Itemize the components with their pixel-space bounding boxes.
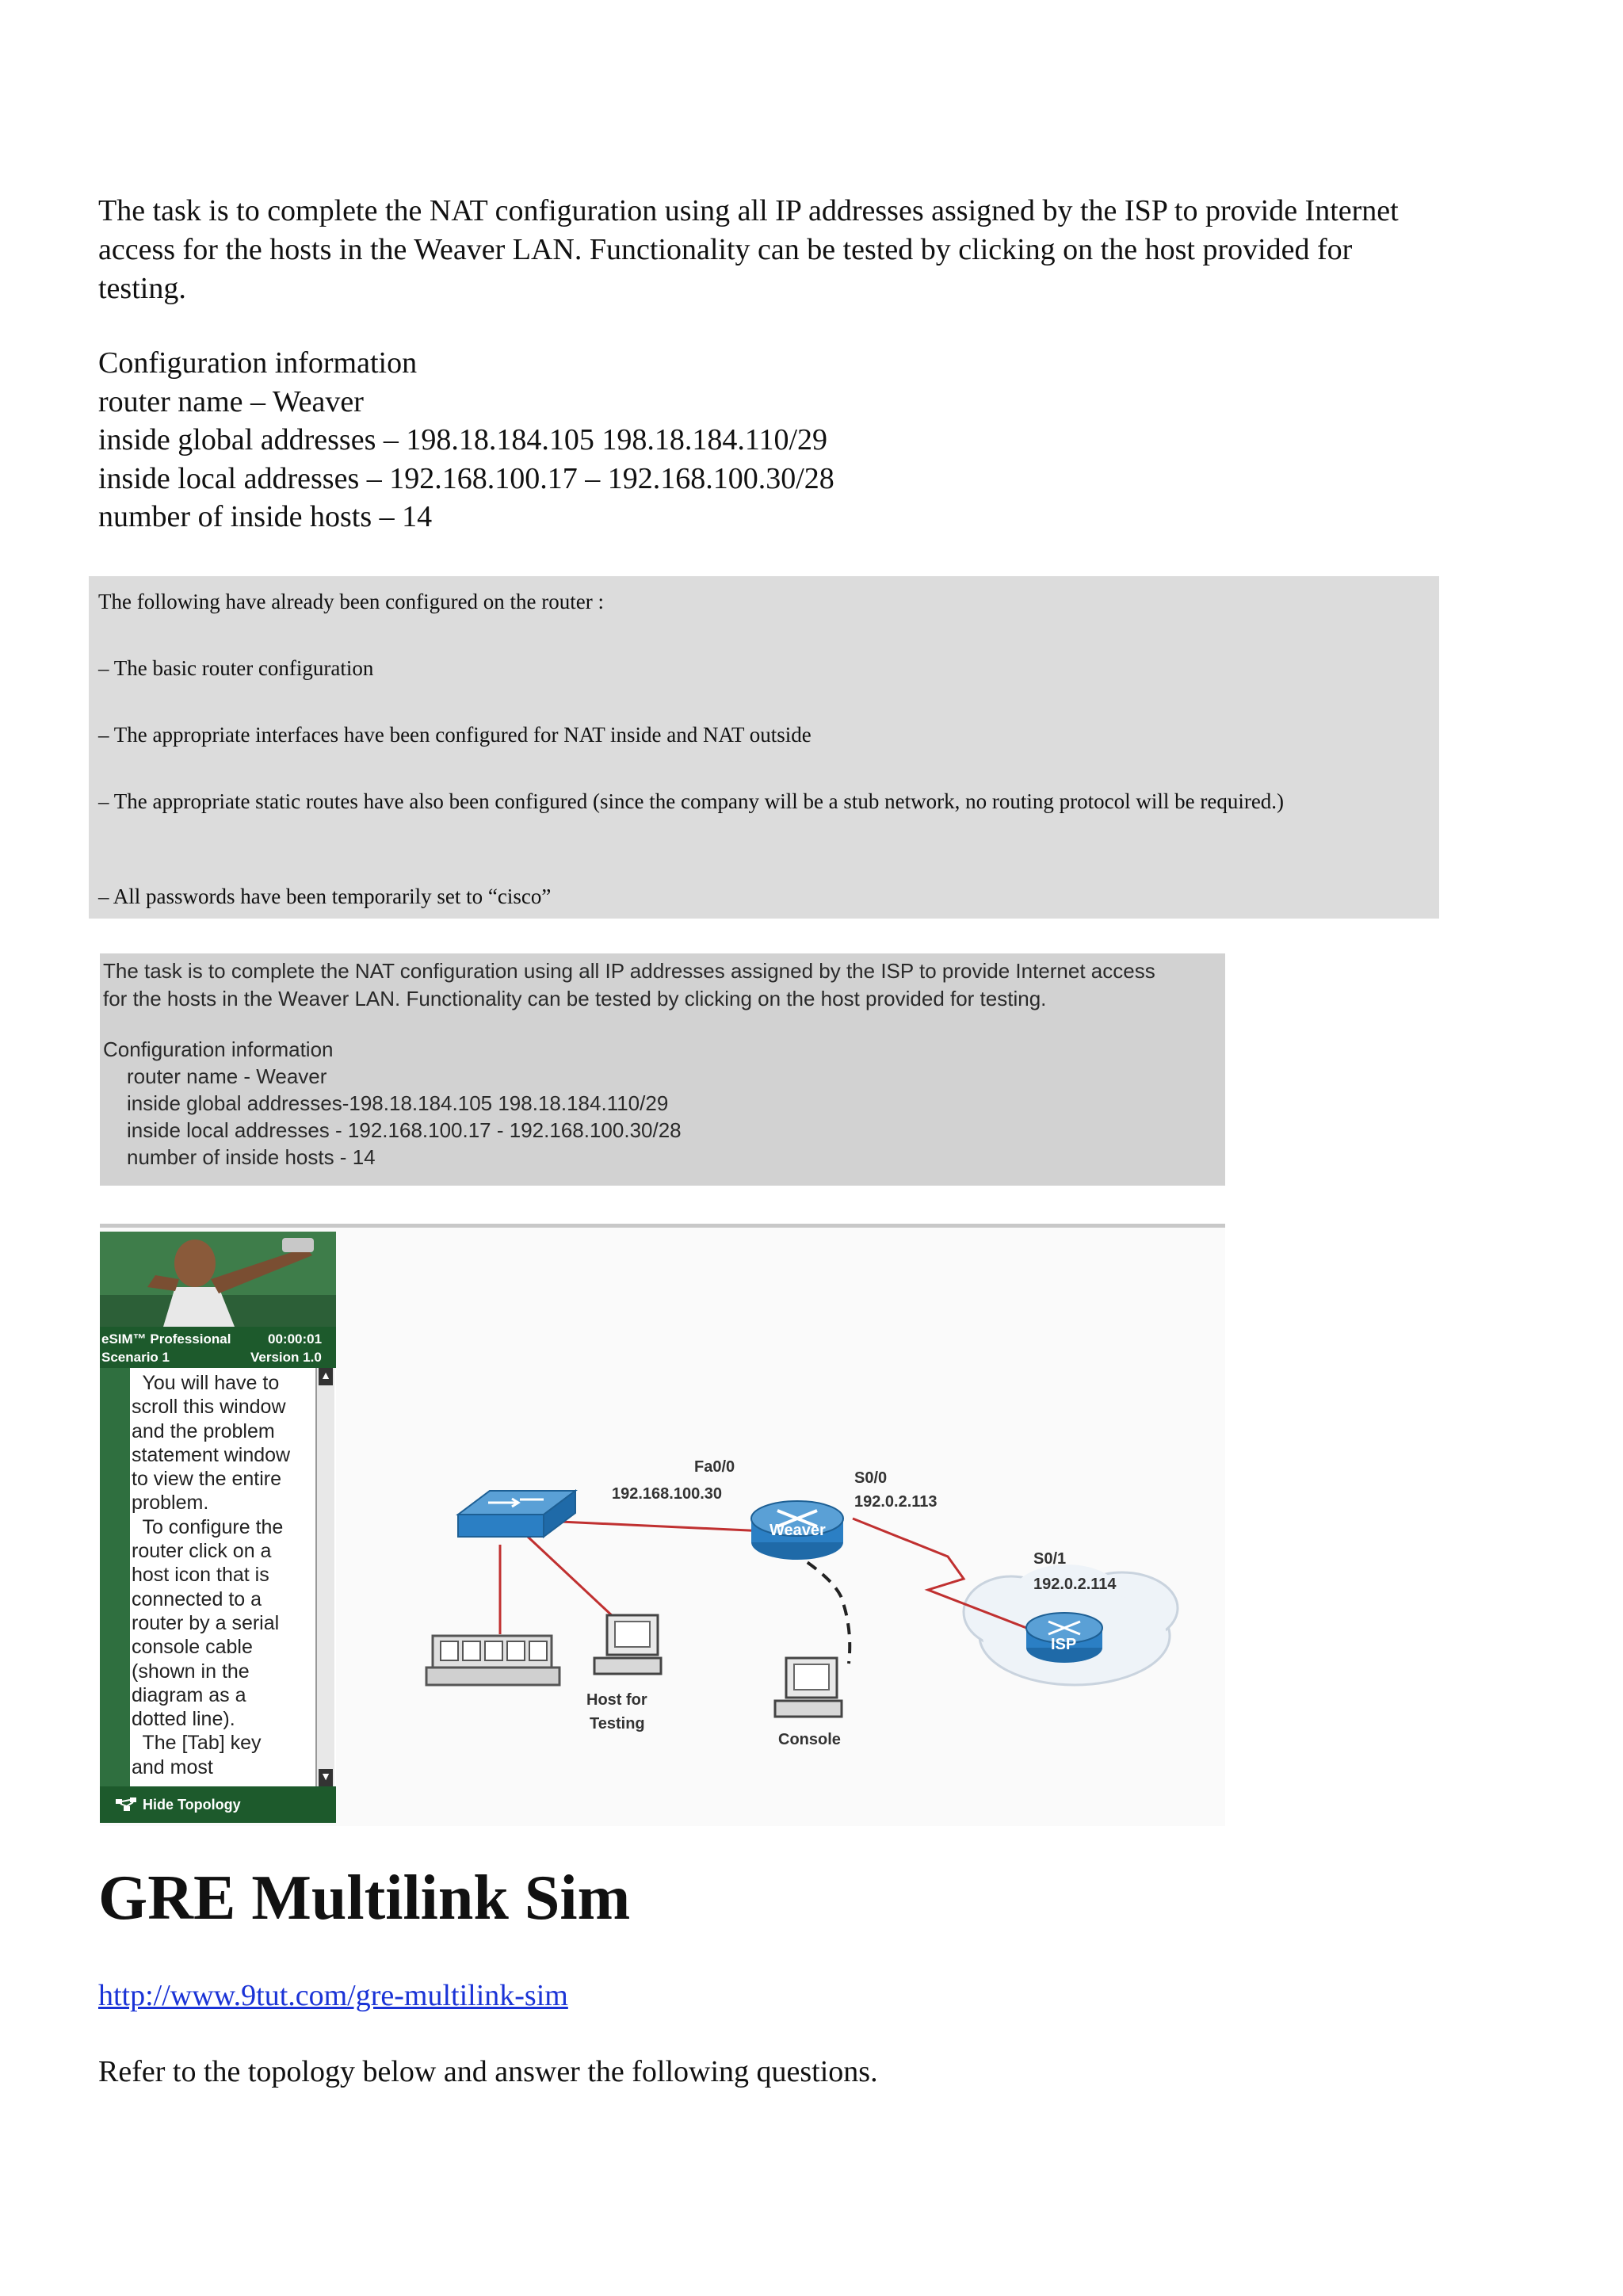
statement-line: statement window xyxy=(132,1443,291,1466)
statement-line: scroll this window xyxy=(132,1396,286,1419)
statement-line: and the problem xyxy=(132,1419,275,1442)
console-pc-icon[interactable] xyxy=(775,1658,842,1717)
esim-screenshot xyxy=(100,1224,1225,1826)
task-line: The task is to complete the NAT configuration using all IP addresses assigned by the ISP to provide Internet access xyxy=(103,959,1155,983)
config-line: router name – Weaver xyxy=(98,384,364,418)
statement-line: diagram as a xyxy=(132,1683,246,1706)
section-title: GRE Multilink Sim xyxy=(98,1863,631,1933)
host-for-testing-icon[interactable] xyxy=(594,1615,661,1674)
statement-line: router click on a xyxy=(132,1540,272,1563)
s01-port-label: S0/1 xyxy=(1033,1550,1067,1568)
router-name-label: Weaver xyxy=(769,1522,826,1539)
note-line: – The basic router configuration xyxy=(98,656,374,680)
scroll-down-arrow-icon[interactable]: ▼ xyxy=(319,1769,333,1786)
statement-line: (shown in the xyxy=(132,1660,250,1683)
task-line: for the hosts in the Weaver LAN. Functionality can be tested by clicking on the host provided for testing. xyxy=(103,987,1047,1010)
statement-line: connected to a xyxy=(132,1587,262,1610)
note-line: – The appropriate static routes have also been configured (since the company will be a stub network, no routing protocol will be required.) xyxy=(98,789,1285,813)
config-line: inside local addresses – 192.168.100.17 – 192.168.100.30/28 xyxy=(98,461,834,495)
statement-line: to view the entire xyxy=(132,1468,281,1491)
statement-line: To configure the xyxy=(132,1515,284,1538)
intro-paragraph: The task is to complete the NAT configuration using all IP addresses assigned by the ISP to provide Internet access for the hosts in the Weaver LAN. Functionality can be tested by clicking on the host provided for testing. xyxy=(98,194,1399,305)
statement-line: The [Tab] key xyxy=(132,1732,262,1755)
statement-line: dotted line). xyxy=(132,1708,235,1731)
statement-line: router by a serial xyxy=(132,1611,280,1634)
task-screenshot xyxy=(100,953,1225,1186)
note-line: – All passwords have been temporarily set to “cisco” xyxy=(98,884,552,908)
console-label: Console xyxy=(778,1731,841,1748)
task-line: number of inside hosts - 14 xyxy=(127,1145,376,1169)
config-info xyxy=(98,344,834,537)
gre-multilink-sim-link[interactable]: http://www.9tut.com/gre-multilink-sim xyxy=(98,1979,568,2012)
host-label: Host for xyxy=(586,1691,647,1709)
console-cable xyxy=(775,1542,850,1664)
scenario-label: Scenario 1 xyxy=(101,1350,170,1365)
lan-hosts-icon[interactable] xyxy=(426,1636,559,1685)
task-line: Configuration information xyxy=(103,1037,334,1061)
cable-switch-router xyxy=(544,1521,766,1531)
preconfigured-note-box xyxy=(89,576,1439,919)
hide-topology-label: Hide Topology xyxy=(143,1797,241,1813)
s00-port-label: S0/0 xyxy=(854,1469,888,1487)
version-label: Version 1.0 xyxy=(250,1350,322,1365)
fa-port-label: Fa0/0 xyxy=(694,1458,735,1476)
section-paragraph: Refer to the topology below and answer the following questions. xyxy=(98,2055,878,2088)
statement-line: You will have to xyxy=(132,1372,280,1394)
task-line: inside local addresses - 192.168.100.17 - 192.168.100.30/28 xyxy=(127,1118,682,1142)
scroll-up-arrow-icon[interactable]: ▲ xyxy=(319,1368,333,1385)
statement-line: and most xyxy=(132,1755,213,1778)
product-name: eSIM™ Professional xyxy=(101,1331,231,1347)
timer: 00:00:01 xyxy=(268,1331,323,1347)
config-line: inside global addresses – 198.18.184.105 198.18.184.110/29 xyxy=(98,423,828,457)
s01-ip-label: 192.0.2.114 xyxy=(1033,1576,1117,1593)
task-line: router name - Weaver xyxy=(127,1064,327,1088)
note-line: The following have already been configured on the router : xyxy=(98,590,605,613)
isp-label: ISP xyxy=(1051,1636,1077,1653)
switch-icon[interactable] xyxy=(458,1491,575,1537)
task-line: inside global addresses-198.18.184.105 198.18.184.110/29 xyxy=(127,1091,669,1115)
config-line: number of inside hosts – 14 xyxy=(98,500,433,533)
config-heading: Configuration information xyxy=(98,346,418,380)
note-line: – The appropriate interfaces have been configured for NAT inside and NAT outside xyxy=(98,723,812,747)
statement-line: problem. xyxy=(132,1492,209,1515)
host-label: Testing xyxy=(590,1715,645,1733)
topology-diagram xyxy=(100,1224,1225,1826)
fa-ip-label: 192.168.100.30 xyxy=(612,1485,723,1503)
statement-line: host icon that is xyxy=(132,1564,269,1587)
statement-line: console cable xyxy=(132,1636,253,1659)
s00-ip-label: 192.0.2.113 xyxy=(854,1493,938,1511)
